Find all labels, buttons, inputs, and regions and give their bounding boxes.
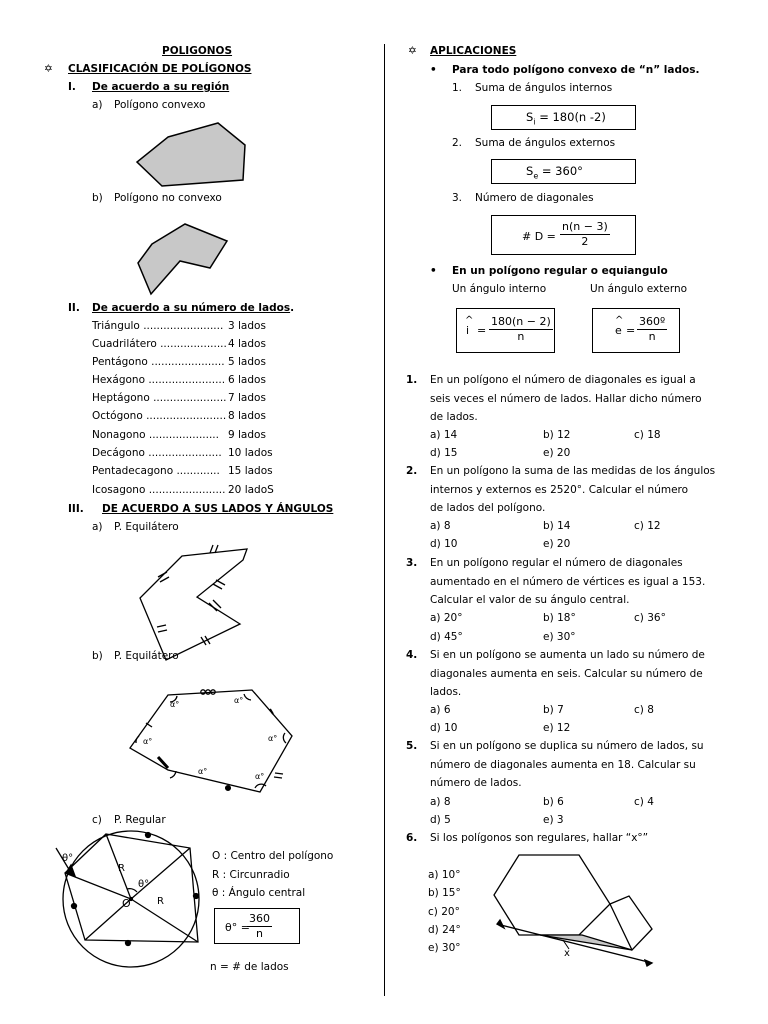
regular-label: P. Regular — [114, 814, 166, 826]
problem-line: Calcular el valor de su ángulo central. — [430, 594, 630, 606]
section3-title: DE ACUERDO A SUS LADOS Y ÁNGULOS — [102, 503, 334, 515]
equiangular-marker: b) — [92, 650, 103, 662]
equilateral-label: P. Equilátero — [114, 521, 179, 533]
formula-si-var: S — [526, 110, 534, 124]
center-label: O — [122, 897, 131, 910]
ext-var: e — [615, 324, 622, 337]
option: b) 7 — [543, 704, 564, 716]
problem-line: Si los polígonos son regulares, hallar “x°” — [430, 832, 649, 844]
theta-formula-lhs: θ° = — [225, 921, 250, 934]
option: c) 18 — [634, 429, 661, 441]
regular-marker: c) — [92, 814, 102, 826]
problem-line: En un polígono el número de diagonales es igual a — [430, 374, 696, 386]
convex-marker: a) — [92, 99, 103, 111]
star-bullet-icon: ✡ — [44, 63, 53, 75]
polygon-sides: 9 lados — [228, 429, 266, 441]
problem-line: internos y externos es 2520°. Calcular el número — [430, 484, 689, 496]
item-label: Suma de ángulos externos — [475, 137, 616, 149]
alpha-label: α° — [198, 767, 208, 776]
polygon-sides: 15 lados — [228, 465, 273, 477]
option: a) 20° — [430, 612, 463, 624]
polygon-name: Heptágono ...................... — [92, 392, 227, 404]
convex-label: Polígono convexo — [114, 99, 206, 111]
polygon-name: Pentágono ...................... — [92, 356, 225, 368]
bullet-dot-icon: • — [430, 265, 437, 277]
polygon-sides: 7 lados — [228, 392, 266, 404]
nonconvex-label: Polígono no convexo — [114, 192, 222, 204]
polygon-name: Triángulo ........................ — [92, 320, 224, 332]
ext-eq: = — [626, 324, 636, 337]
section1-number: I. — [68, 81, 76, 93]
diagonals-formula-den: 2 — [581, 235, 589, 248]
item-label: Suma de ángulos internos — [475, 82, 613, 94]
option: c) 8 — [634, 704, 654, 716]
bullet2-text: En un polígono regular o equiangulo — [452, 265, 668, 277]
alpha-label: α° — [170, 700, 180, 709]
formula-se-sub: e — [533, 171, 539, 181]
problem-line: En un polígono la suma de las medidas de los ángulos — [430, 465, 716, 477]
int-den: n — [517, 330, 525, 343]
polygon-name: Decágono ...................... — [92, 447, 222, 459]
option: d) 5 — [430, 814, 451, 826]
option: d) 10 — [430, 722, 458, 734]
option: d) 15 — [430, 447, 458, 459]
polygon-sides: 20 ladoS — [228, 484, 274, 496]
equiangular-label: P. Equilátero — [114, 650, 179, 662]
problem-line: En un polígono regular el número de diagonales — [430, 557, 683, 569]
alpha-label: α° — [268, 734, 278, 743]
option: a) 10° — [428, 869, 461, 881]
formula-si-sub: i — [533, 117, 536, 127]
ext-num: 360º — [639, 315, 666, 328]
legend-angle: θ : Ángulo central — [212, 887, 306, 899]
theta-label-center: θ° — [138, 879, 150, 890]
problem-line: de lados del polígono. — [430, 502, 546, 514]
theta-label-outer: θ° — [62, 853, 74, 864]
page-title: POLIGONOS — [162, 45, 233, 57]
theta-formula-num: 360 — [249, 912, 270, 925]
problem-line: número de lados. — [430, 777, 522, 789]
bullet-dot-icon: • — [430, 64, 437, 76]
problem-line: aumentado en el número de vértices es igual a 153. — [430, 576, 706, 588]
option: a) 8 — [430, 520, 451, 532]
equilateral-marker: a) — [92, 521, 103, 533]
polygon-sides: 5 lados — [228, 356, 266, 368]
option: c) 4 — [634, 796, 654, 808]
section1-title: De acuerdo a su región — [92, 81, 230, 93]
option: b) 6 — [543, 796, 564, 808]
section3-number: III. — [68, 503, 84, 515]
polygon-name: Octógono ........................ — [92, 410, 227, 422]
polygon-sides: 4 lados — [228, 338, 266, 350]
problem-line: seis veces el número de lados. Hallar dicho número — [430, 393, 702, 405]
bullet1-text: Para todo polígono convexo de “n” lados. — [452, 64, 700, 76]
radius-label: R — [157, 896, 164, 907]
radius-label: R — [118, 863, 125, 874]
option: d) 45° — [430, 631, 463, 643]
option: d) 24° — [428, 924, 461, 936]
problem-line: Si en un polígono se aumenta un lado su número de — [430, 649, 705, 661]
problem-line: lados. — [430, 686, 462, 698]
alpha-label: α° — [255, 772, 265, 781]
problem-line: de lados. — [430, 411, 478, 423]
polygon-name: Pentadecagono ............. — [92, 465, 220, 477]
option: a) 8 — [430, 796, 451, 808]
formula-se-rhs: = 360° — [538, 164, 583, 178]
polygon-name: Hexágono ....................... — [92, 374, 226, 386]
problem-line: número de diagonales aumenta en 18. Calcular su — [430, 759, 696, 771]
polygon-name: Icosagono ....................... — [92, 484, 226, 496]
option: e) 3 — [543, 814, 564, 826]
problem-number: 6. — [406, 832, 418, 844]
problem-number: 4. — [406, 649, 418, 661]
option: b) 15° — [428, 887, 461, 899]
ext-den: n — [648, 330, 656, 343]
formula-si-rhs: = 180(n -2) — [535, 110, 606, 124]
problem-line: Si en un polígono se duplica su número de lados, su — [430, 740, 704, 752]
int-num: 180(n − 2) — [491, 315, 551, 328]
diagonals-formula-num: n(n − 3) — [562, 220, 608, 233]
option: e) 30° — [428, 942, 461, 954]
option: a) 6 — [430, 704, 451, 716]
x-angle-label: x — [564, 948, 570, 959]
polygon-sides: 8 lados — [228, 410, 266, 422]
legend-radius: R : Circunradio — [212, 869, 290, 881]
section2-period: . — [290, 302, 295, 314]
option: e) 30° — [543, 631, 576, 643]
formula-se-var: S — [526, 164, 534, 178]
classification-heading: CLASIFICACIÓN DE POLÍGONOS — [68, 63, 252, 75]
item-label: Número de diagonales — [475, 192, 594, 204]
ext-hat: ^ — [615, 315, 624, 326]
int-var: i — [466, 324, 470, 337]
option: a) 14 — [430, 429, 458, 441]
option: b) 14 — [543, 520, 571, 532]
problem-number: 2. — [406, 465, 418, 477]
option: c) 12 — [634, 520, 661, 532]
polygon-name: Nonagono ..................... — [92, 429, 219, 441]
option: b) 12 — [543, 429, 571, 441]
option: c) 36° — [634, 612, 666, 624]
option: e) 12 — [543, 722, 571, 734]
option: e) 20 — [543, 538, 571, 550]
problem-number: 5. — [406, 740, 418, 752]
external-angle-label: Un ángulo externo — [590, 283, 688, 295]
problem-line: diagonales aumenta en seis. Calcular su número de — [430, 668, 703, 680]
alpha-label: α° — [234, 696, 244, 705]
polygon-sides: 3 lados — [228, 320, 266, 332]
internal-angle-label: Un ángulo interno — [452, 283, 547, 295]
section2-title: De acuerdo a su número de lados — [92, 302, 291, 314]
diagonals-formula-lhs: # D = — [522, 230, 556, 243]
theta-formula-den: n — [256, 927, 263, 940]
problem-number: 1. — [406, 374, 418, 386]
item-number: 2. — [452, 137, 463, 149]
int-hat: ^ — [465, 315, 474, 326]
n-note: n = # de lados — [210, 961, 289, 973]
applications-heading: APLICACIONES — [430, 45, 517, 57]
polygon-name: Cuadrilátero .................... — [92, 338, 227, 350]
legend-center: O : Centro del polígono — [212, 850, 334, 862]
item-number: 3. — [452, 192, 463, 204]
int-eq: = — [477, 324, 487, 337]
option: e) 20 — [543, 447, 571, 459]
polygon-sides: 6 lados — [228, 374, 266, 386]
alpha-label: α° — [143, 737, 153, 746]
section2-number: II. — [68, 302, 80, 314]
problem-number: 3. — [406, 557, 418, 569]
star-bullet-icon: ✡ — [408, 45, 417, 57]
option: c) 20° — [428, 906, 460, 918]
option: b) 18° — [543, 612, 576, 624]
polygon-sides: 10 lados — [228, 447, 273, 459]
option: d) 10 — [430, 538, 458, 550]
nonconvex-marker: b) — [92, 192, 103, 204]
item-number: 1. — [452, 82, 463, 94]
